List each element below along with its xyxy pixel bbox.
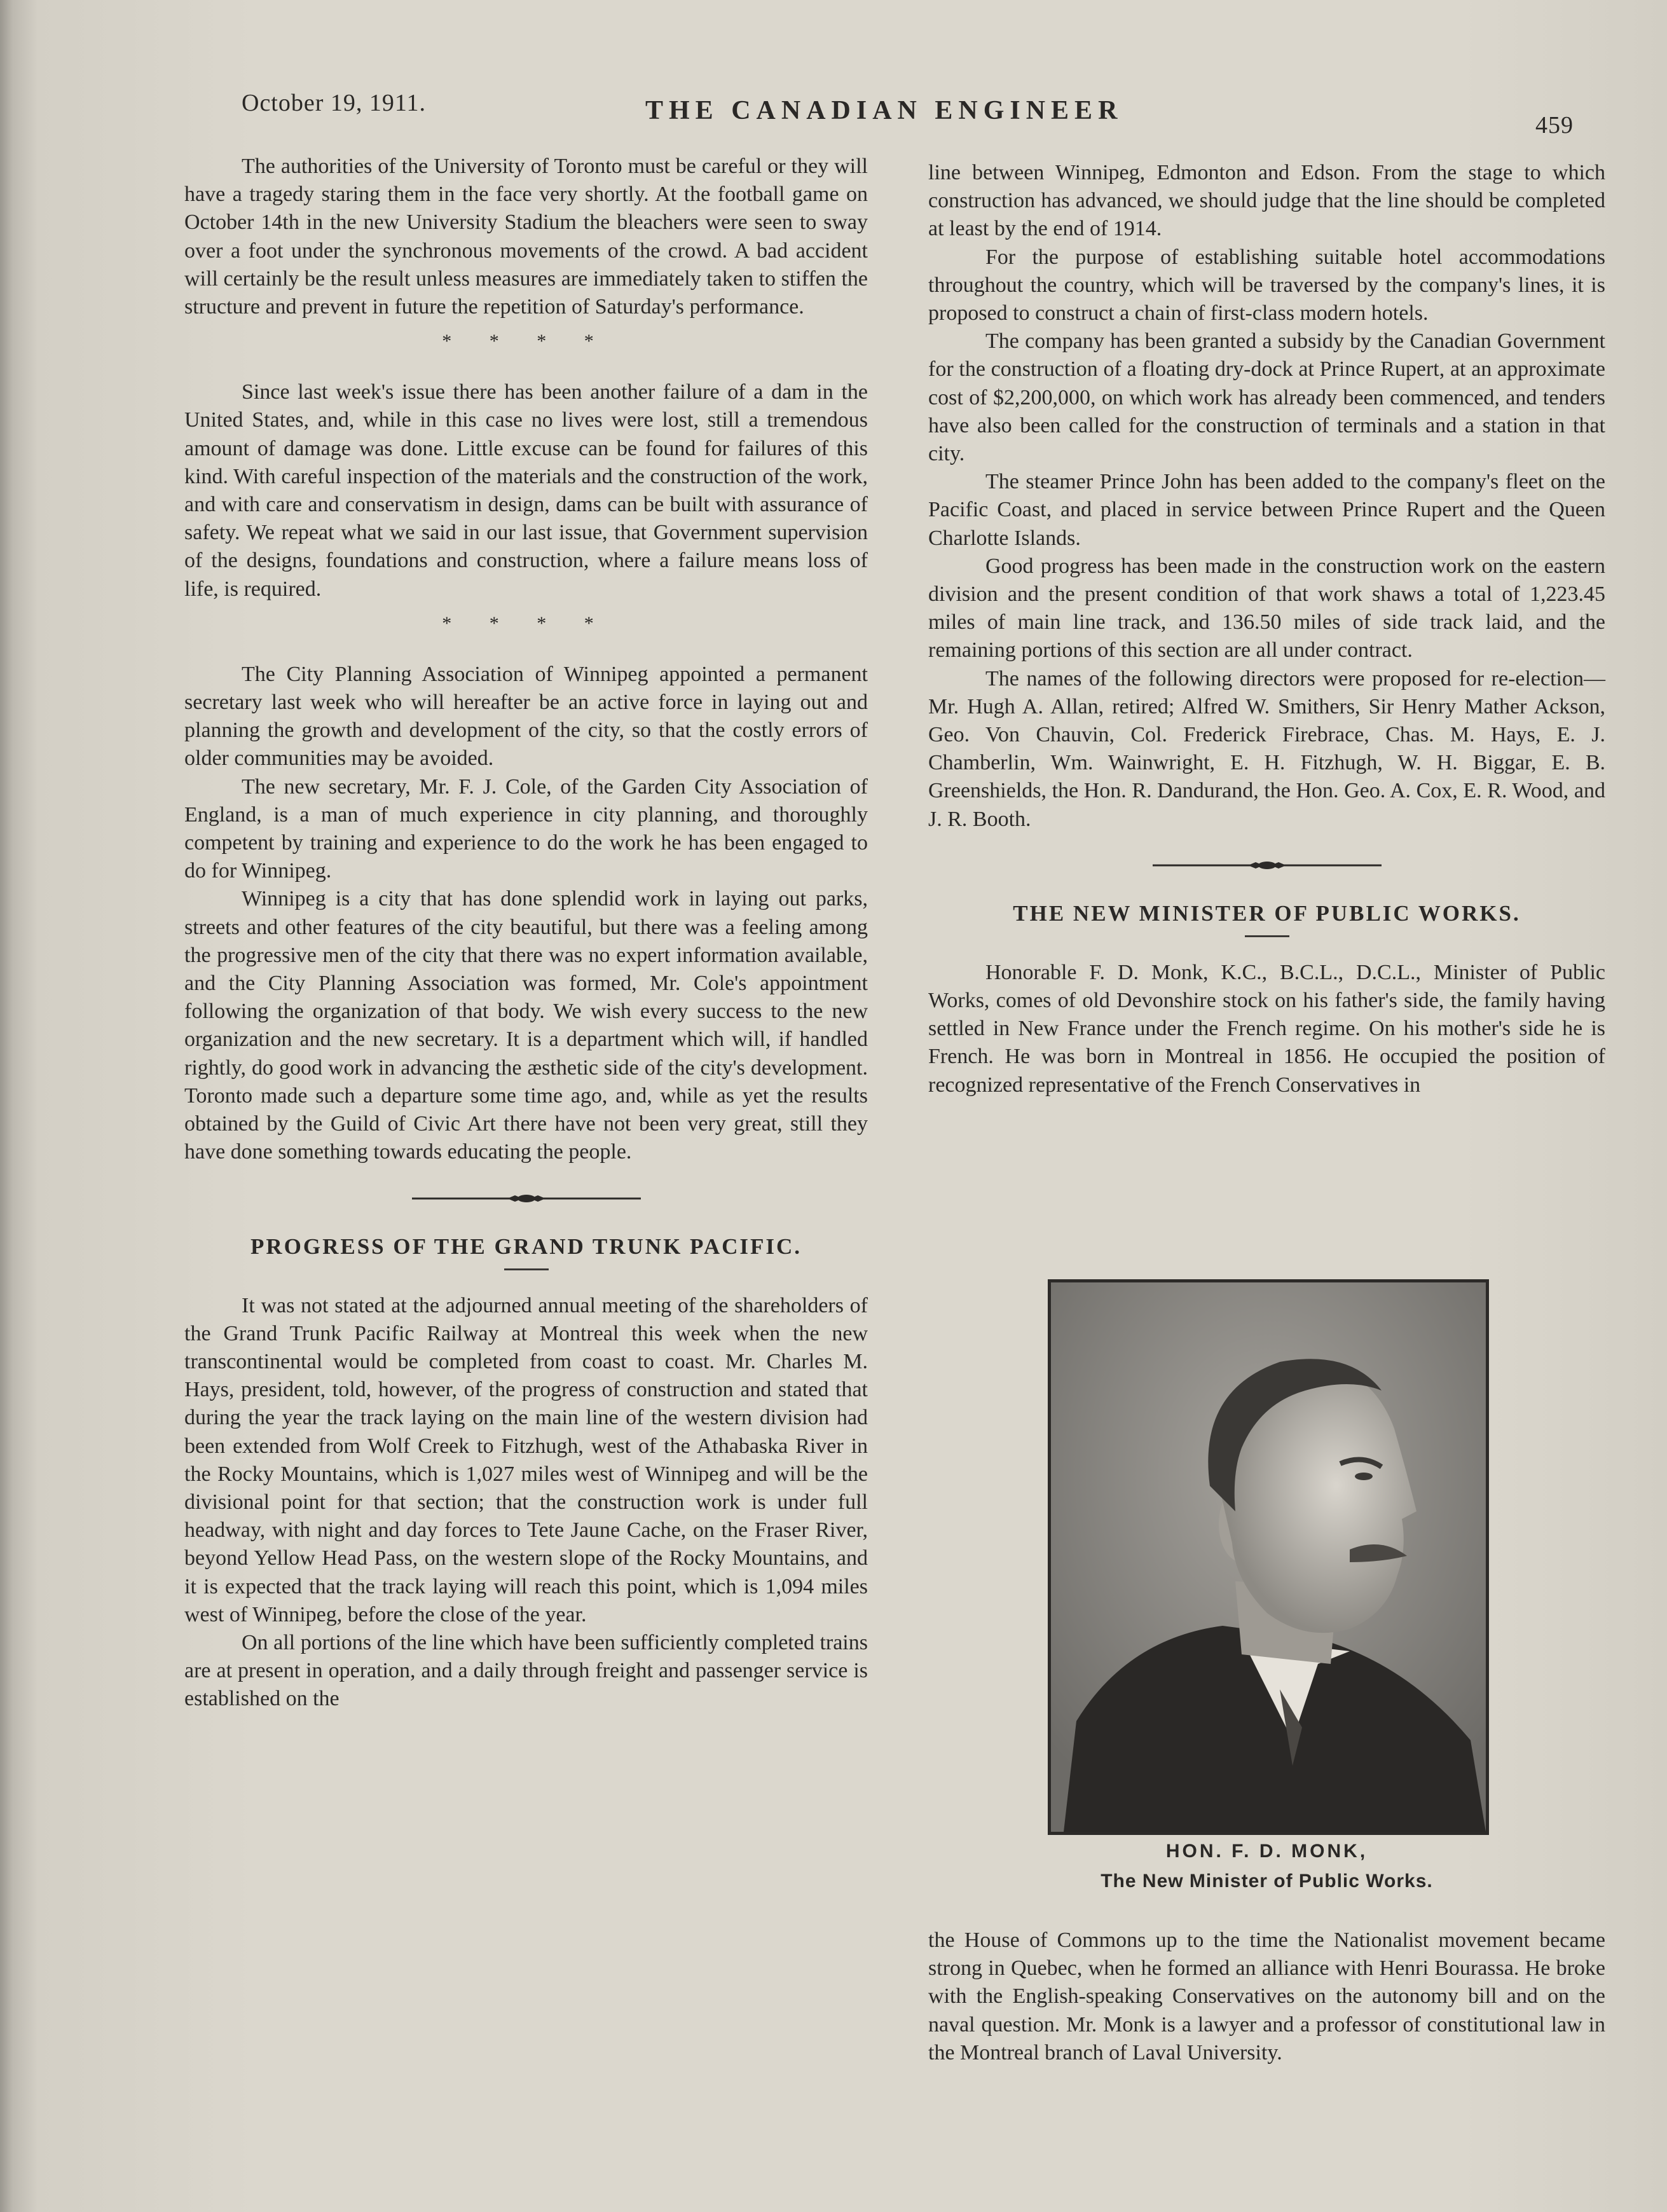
ornament-rule-icon: [1153, 859, 1382, 872]
article-grand-trunk-drydock: The company has been granted a subsidy by the Canadian Government for the construction of a floating dry-dock at Prince Rupert, at an approximate cost of $2,200,000, on which work has already been commenced, and tenders have also been called for the construction of terminals and a station in that city.: [928, 329, 1605, 466]
section-separator-stars: * * * *: [442, 331, 610, 352]
ornament-rule-icon: [412, 1192, 641, 1205]
article-minister-p1: Honorable F. D. Monk, K.C., B.C.L., D.C.L., Minister of Public Works, comes of old Devonshire stock on his father's side, the family having settled in New France under the French regime. On his mother's side he is French. He was born in Montreal in 1856. He occupied the position of recognized representative of the French Conservatives in: [928, 960, 1605, 1097]
article-minister-p2: the House of Commons up to the time the Nationalist movement became strong in Quebec, when he formed an alliance with Henri Bourassa. He broke with the English-speaking Conservatives on the autonomy bill and on the naval question. Mr. Monk is a lawyer and a professor of constitutional law in the Montreal branch of Laval University.: [928, 1928, 1605, 2064]
heading-rule: [504, 1268, 549, 1270]
issue-date: October 19, 1911.: [242, 90, 426, 116]
article-grand-trunk-hotels: For the purpose of establishing suitable hotel accommodations throughout the country, which will be traversed by the company's lines, it is proposed to construct a chain of first-class modern hotels.: [928, 245, 1605, 326]
editorial-toronto-stadium: The authorities of the University of Toronto must be careful or they will have a tragedy staring them in the face very shortly. At the football game on October 14th in the new University Stadium the bleachers were seen to sway over a foot under the synchronous movements of the crowd. A bad accident will certainly be the result unless measures are immediately taken to stiffen the structure and prevent in future the repetition of Saturday's performance.: [184, 155, 868, 319]
article-grand-trunk-directors: The names of the following directors were proposed for re-election—Mr. Hugh A. Allan, retired; Alfred W. Smithers, Sir Henry Mather Ackson, Geo. Von Chauvin, Col. Frederick Firebrace, Chas. M. Hays, E. J. Chamberlin, Wm. Wainwright, E. H. Fitzhugh, W. H. Biggar, E. B. Greenshields, the Hon. R. Dandurand, the Hon. Geo. A. Cox, E. R. Wood, and J. R. Booth.: [928, 666, 1605, 831]
article-heading-grand-trunk: PROGRESS OF THE GRAND TRUNK PACIFIC.: [250, 1233, 802, 1259]
ornamental-divider: [928, 846, 1605, 884]
right-column-lower: [928, 1927, 1605, 2067]
portrait-photo: [1048, 1279, 1489, 1835]
portrait-caption-name: HON. F. D. MONK,: [1165, 1841, 1368, 1862]
portrait-caption-title: The New Minister of Public Works.: [1101, 1871, 1433, 1892]
section-separator-stars: * * * *: [442, 612, 610, 634]
article-grand-trunk-p3: line between Winnipeg, Edmonton and Edson. From the stage to which construction has advanced, we should judge that the line should be completed at least by the end of 1914.: [928, 161, 1605, 241]
right-column: [928, 159, 1605, 1099]
editorial-dam-failure: Since last week's issue there has been another failure of a dam in the United States, and, while in this case no lives were lost, still a tremendous amount of damage was done. Little excuse can be found for failures of this kind. With careful inspection of the materials and the construction of the work, and with care and conservatism in design, dams can be built with assurance of safety. We repeat what we said in our last issue, that Government supervision of the designs, foundations and construction, where a failure means loss of life, is required.: [184, 380, 868, 601]
article-grand-trunk-steamer: The steamer Prince John has been added to the company's fleet on the Pacific Coast, and placed in service between Prince Rupert and the Queen Charlotte Islands.: [928, 470, 1605, 550]
editorial-new-secretary: The new secretary, Mr. F. J. Cole, of the Garden City Association of England, is a man of much experience in city planning, and thoroughly competent by training and experience to do the work he has been engaged to do for Winnipeg.: [184, 774, 868, 883]
heading-rule: [1245, 935, 1289, 937]
article-grand-trunk-p1: It was not stated at the adjourned annual meeting of the shareholders of the Grand Trunk Pacific Railway at Montreal this week when the new transcontinental would be completed from coast to coast. Mr. Charles M. Hays, president, told, however, of the progress of construction and stated that during the year the track laying on the main line of the western division had been extended from Wolf Creek to Fitzhugh, west of the Athabaska River in the Rocky Mountains, which is 1,027 miles west of Winnipeg and will be the divisional point for that section; that the construction work is under full headway, with night and day forces to Tete Jaune Cache, on the Fraser River, beyond Yellow Head Pass, on the western slope of the Rocky Mountains, and it is expected that the track laying will reach this point, which is 1,094 miles west of Winnipeg, before the close of the year.: [184, 1293, 868, 1626]
editorial-winnipeg-city: Winnipeg is a city that has done splendid work in laying out parks, streets and other features of the city beautiful, but there was a feeling among the progressive men of the city that there was no expert information available, and the City Planning Association was formed, Mr. Cole's appointment following the organization of that body. We wish every success to the new organization and the new secretary. It is a department which will, if handled rightly, do good work in advancing the æsthetic side of the city's development. Toronto made such a departure some time ago, and, while as yet the results obtained by the Guild of Civic Art there have not been very great, still they have done something towards educating the people.: [184, 887, 868, 1164]
article-grand-trunk-p2: On all portions of the line which have been sufficiently completed trains are at present in operation, and a daily through freight and passenger service is established on the: [184, 1630, 868, 1711]
portrait-icon: [1051, 1282, 1486, 1832]
publication-title: THE CANADIAN ENGINEER: [645, 96, 1123, 125]
editorial-winnipeg-planning: The City Planning Association of Winnipeg appointed a permanent secretary last week who will hereafter be an active force in laying out and planning the growth and development of the city, so that the costly errors of older communities may be avoided.: [184, 662, 868, 771]
ornamental-divider: [184, 1179, 868, 1218]
article-grand-trunk-eastern: Good progress has been made in the construction work on the eastern division and the present condition of that work shaws a total of 1,223.45 miles of main line track, and 136.50 miles of side track laid, and the remaining portions of this section are all under contract.: [928, 554, 1605, 663]
page-number: 459: [1535, 112, 1574, 139]
article-heading-minister: THE NEW MINISTER OF PUBLIC WORKS.: [1013, 900, 1521, 926]
left-column: [184, 153, 868, 1714]
